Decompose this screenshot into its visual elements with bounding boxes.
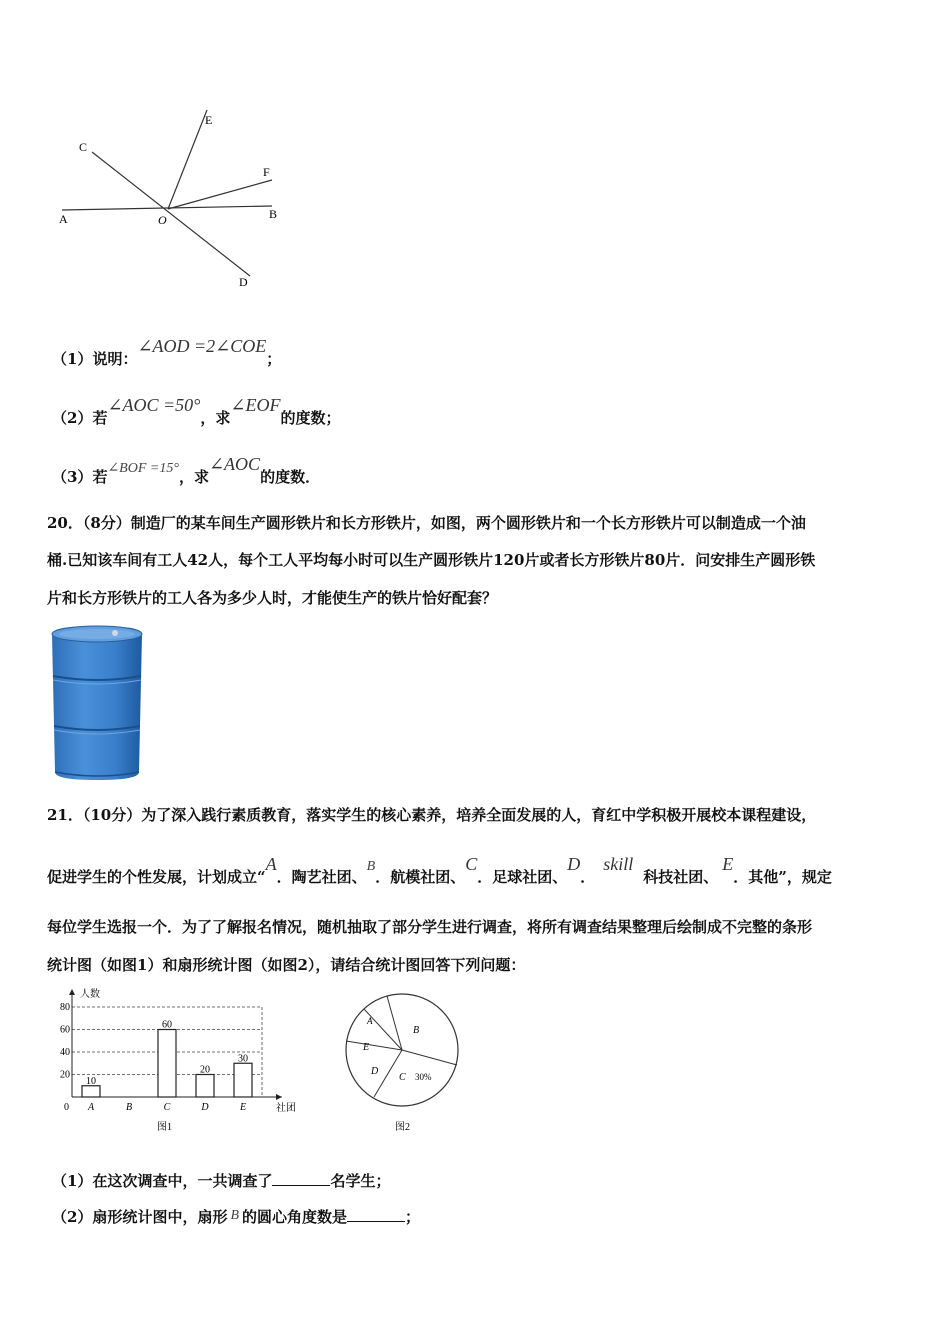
q21-line-2-text-3: ．足球社团、 [477,868,568,886]
q21-line-2-text-1: ．陶艺社团、 [276,868,367,886]
line-ab [62,206,272,210]
q21-line-4: 统计图（如图1）和扇形统计图（如图2），请结合统计图回答下列问题： [47,956,526,974]
q19-part-3-mid: ，求 [178,468,209,486]
bar-chart-y-arrow [69,989,75,995]
bar-chart-x-arrow [276,1094,282,1100]
bar-chart-ytick-label: 60 [60,1024,70,1036]
bar-category-label-d: D [201,1102,209,1113]
q21-option-a-letter: A [265,854,277,874]
bar-chart-ylabel: 人数 [80,989,100,1000]
bar-value-label-d: 20 [200,1064,210,1076]
q20-line-2: 桶.已知该车间有工人42人，每个工人平均每小时可以生产圆形铁片120片或者长方形铁片80片．问安排生产圆形铁 [47,551,816,569]
q19-part-1-number: （1） [52,350,93,368]
angle-geometry-figure [50,100,300,300]
label-b: B [269,207,278,221]
q21-line-2-text-2: ．航模社团、 [375,868,466,886]
ray-oe [168,110,207,209]
q21-sub-1-text: （1）在这次调查中，一共调查了 [52,1172,273,1190]
pie-divider-4 [402,1050,457,1065]
bar-chart-figure-1 [50,985,310,1135]
label-f: F [263,165,270,179]
bar-category-label-a: A [87,1102,95,1113]
q21-sub-1-suffix: 名学生； [330,1172,391,1190]
q19-part-3 [52,454,321,489]
q21-sub-2-middle: 的圆心角度数是 [242,1208,348,1226]
q21-line-2-text-5: 科技社团、 [643,868,719,886]
q21-line-2-text-0: 促进学生的个性发展，计划成立“ [47,868,266,886]
q19-part-2 [52,395,341,428]
q21-option-d-letter: D [567,854,581,874]
q21-option-e-letter: E [722,854,734,874]
pie-label-d: D [371,1066,379,1077]
pie-label-c: C [399,1072,406,1083]
q19-part-1 [52,336,282,369]
q19-part-3-prefix: 若 [92,468,108,486]
q19-part-2-target: ∠EOF [230,395,281,415]
q19-part-1-formula: ∠AOD =2∠COE [137,336,267,356]
q21-sub-1 [52,1171,390,1191]
q21-option-c-letter: C [465,854,478,874]
bar-d [196,1075,214,1098]
label-a: A [59,212,68,226]
q21-line-2-text-6: ．其他”，规定 [733,868,832,886]
q21-sub-2-sector-letter: B [230,1208,240,1223]
line-cd [92,152,250,276]
bar-chart-plot [60,989,282,1113]
bar-category-label-b: B [125,1102,133,1113]
answer-blank-2[interactable] [347,1221,405,1222]
pie-label-b: B [413,1025,420,1036]
bar-chart-ytick-label: 40 [60,1047,70,1058]
bar-a [82,1086,100,1097]
label-d: D [239,275,248,289]
bar-category-label-e: E [239,1102,247,1113]
bar-chart-ytick-label: 80 [60,1002,70,1013]
q21-line-2 [47,854,832,889]
bar-category-label-c: C [163,1102,171,1113]
label-e: E [205,113,213,127]
pie-chart-figure-2 [335,985,475,1135]
bar-c [158,1030,176,1098]
q19-part-3-formula: ∠BOF =15° [107,461,179,476]
bar-chart-title: 图1 [157,1122,172,1133]
q19-part-3-number: （3） [52,468,93,486]
q21-line-1: 21．（10分）为了深入践行素质教育，落实学生的核心素养，培养全面发展的人，育红中学积极开展校本课程建设， [47,806,817,824]
ray-of [168,180,272,209]
bar-value-label-c: 60 [162,1019,172,1031]
q19-part-1-suffix: ； [266,350,282,368]
answer-blank-1[interactable] [272,1185,330,1186]
q21-line-2-text-4: ． [580,868,596,886]
oil-drum-image [47,622,147,782]
q21-sub-2-suffix: ； [405,1208,421,1226]
pie-divider-2 [346,1041,402,1050]
q19-part-1-prefix: 说明： [92,350,138,368]
q19-part-2-prefix: 若 [92,409,108,427]
bar-chart-xlabel: 社团 [276,1103,296,1114]
q19-part-2-formula: ∠AOC =50° [107,395,201,415]
pie-annotation-c: 30% [415,1072,432,1082]
q20-line-1: 20．（8分）制造厂的某车间生产圆形铁片和长方形铁片，如图，两个圆形铁片和一个长方形铁片可以制造成一个油 [47,514,806,532]
label-o: O [158,213,167,227]
label-c: C [79,140,88,154]
q19-part-3-suffix: 的度数． [260,468,321,486]
q19-part-2-mid: ，求 [200,409,231,427]
q21-sub-2-text: （2）扇形统计图中，扇形 [52,1208,228,1226]
q19-part-3-target: ∠AOC [208,454,261,474]
bar-value-label-e: 30 [238,1053,248,1065]
bar-chart-origin: 0 [64,1102,69,1113]
bar-value-label-a: 10 [86,1075,96,1087]
q21-option-b-letter: B [366,859,376,874]
bar-e [234,1063,252,1097]
q19-part-2-number: （2） [52,409,93,427]
q20-line-3: 片和长方形铁片的工人各为多少人时，才能使生产的铁片恰好配套？ [47,589,498,607]
pie-chart-title: 图2 [395,1122,410,1133]
pie-label-a: A [367,1016,373,1026]
q19-part-2-suffix: 的度数； [280,409,341,427]
q21-sub-2 [52,1207,420,1229]
bar-chart-ytick-label: 20 [60,1069,70,1081]
pie-label-e: E [363,1042,370,1053]
q21-skill-word: skill [603,854,634,874]
q21-line-3: 每位学生选报一个．为了了解报名情况，随机抽取了部分学生进行调查，将所有调查结果整理后绘制成不完整的条形 [47,918,813,936]
